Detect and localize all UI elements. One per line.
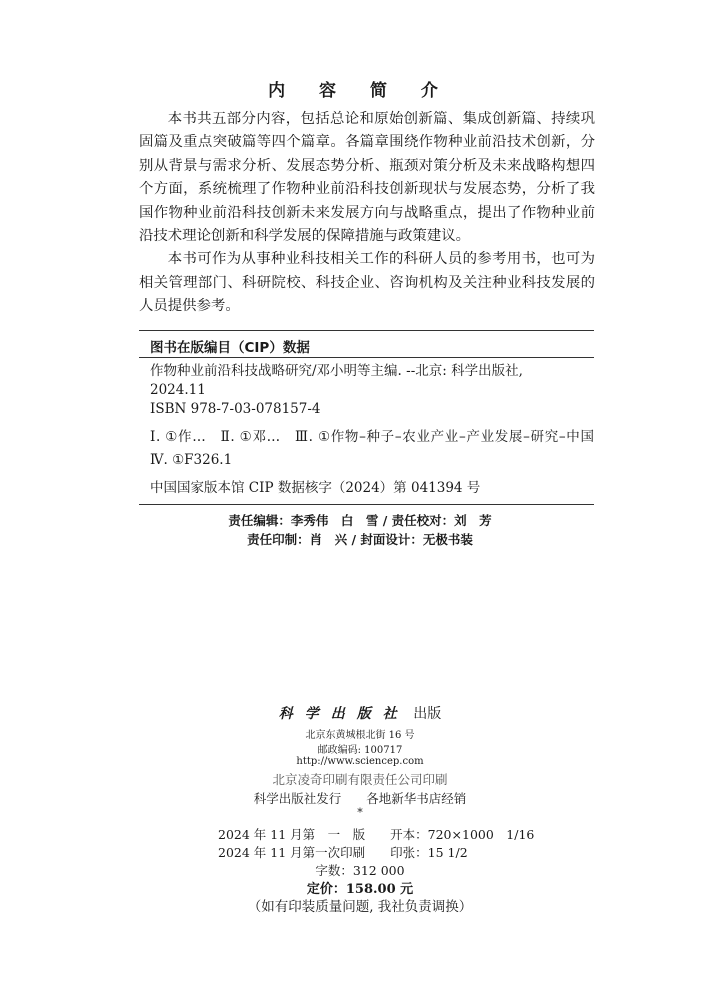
cip-heading-rule (139, 357, 594, 358)
synopsis-title: 内 容 简 介 (268, 81, 452, 101)
publisher-name: 科学出版社 (278, 706, 409, 722)
sheet-count: 印张：15 1/2 (390, 845, 468, 860)
publisher-website: http://www.sciencep.com (296, 756, 424, 767)
cip-classification: Ⅰ. ①作… Ⅱ. ①邓… Ⅲ. ①作物–种子–农业产业–产业发展–研究–中国 Ⅳ. ①F326.1 (150, 429, 608, 468)
distribution-left: 科学出版社发行 (253, 791, 342, 806)
price: 定价：158.00 元 (306, 882, 414, 897)
quality-notice: （如有印装质量问题, 我社负责调换） (247, 899, 473, 915)
edition-row-1 (218, 825, 534, 843)
cip-entry-line2: 2024.11 (150, 382, 206, 398)
cip-entry-line1: 作物种业前沿科技战略研究/邓小明等主编. --北京: 科学出版社, (150, 363, 523, 379)
format-spec: 开本：720×1000 1/16 (390, 827, 535, 842)
edition-date: 2024 年 11 月第 一 版 (218, 827, 366, 842)
cip-bottom-rule (139, 504, 594, 505)
separator-star: * (357, 806, 363, 819)
cip-heading: 图书在版编目（CIP）数据 (150, 340, 310, 356)
distribution-line (0, 789, 720, 807)
publisher-address: 北京东黄城根北街 16 号 (305, 730, 415, 741)
word-count: 字数：312 000 (315, 863, 405, 878)
credits-line-1: 责任编辑：李秀伟 白 雪 / 责任校对：刘 芳 (228, 513, 492, 528)
synopsis-paragraph-1: 本书共五部分内容，包括总论和原始创新篇、集成创新篇、持续巩固篇及重点突破篇等四个篇章。各篇章围绕作物种业前沿技术创新，分别从背景与需求分析、发展态势分析、瓶颈对策分析及未来战略构想四个方面，系统梳理了作物种业前沿科技创新现状与发展态势，分析了我国作物种业前沿科技创新未来发展方向与战略重点，提出了作物种业前沿技术理论创新和科学发展的保障措施与政策建议。 (139, 111, 595, 245)
edition-row-2 (218, 843, 468, 861)
printing-date: 2024 年 11 月第一次印刷 (218, 845, 366, 860)
publisher-line (0, 703, 720, 723)
synopsis-paragraph-2: 本书可作为从事种业科技相关工作的科研人员的参考用书，也可为相关管理部门、科研院校、科技企业、咨询机构及关注种业科技发展的人员提供参考。 (139, 251, 595, 315)
printer-line: 北京凌奇印刷有限责任公司印刷 (272, 772, 448, 787)
cip-record-number: 中国国家版本馆 CIP 数据核字（2024）第 041394 号 (150, 480, 481, 496)
cip-isbn: ISBN 978-7-03-078157-4 (150, 401, 321, 417)
credits-line-2: 责任印制：肖 兴 / 封面设计：无极书装 (247, 532, 473, 547)
cip-top-rule (139, 330, 594, 331)
publisher-postcode: 邮政编码: 100717 (317, 745, 403, 756)
synopsis-body (139, 108, 595, 319)
distribution-right: 各地新华书店经销 (366, 791, 467, 806)
publisher-suffix: 出版 (413, 706, 442, 722)
